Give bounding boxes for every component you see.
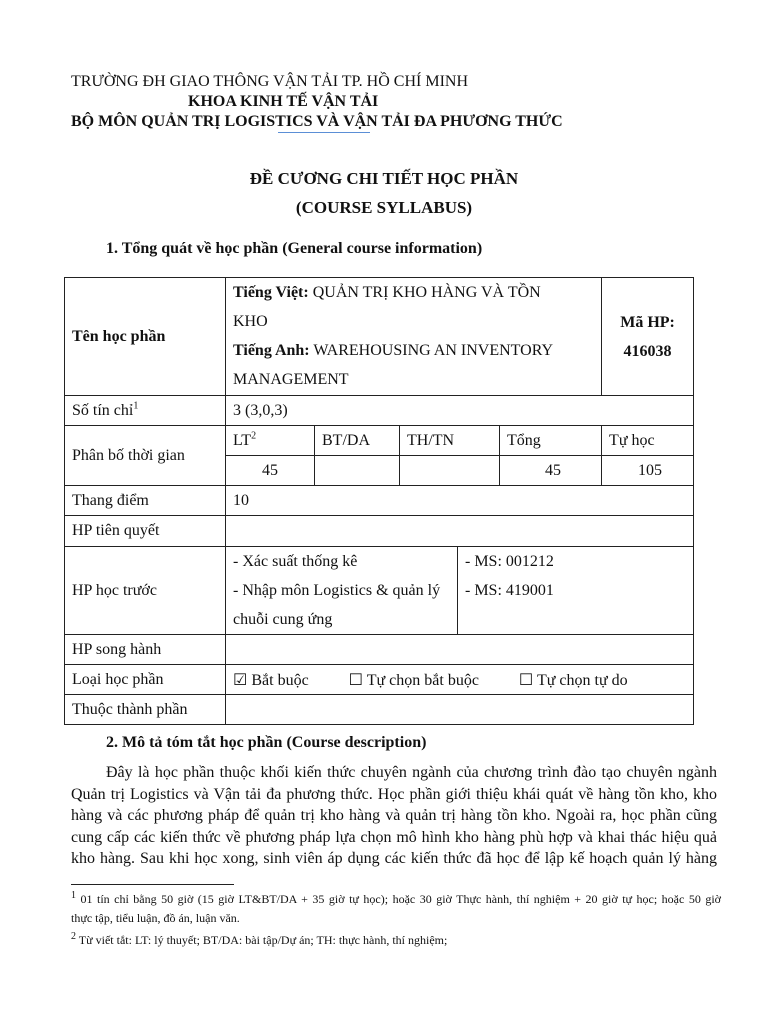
type-elective-required-checkbox: ☐ Tự chọn bắt buộc — [348, 671, 479, 689]
credits-value: 3 (3,0,3) — [226, 396, 694, 426]
type-required-checkbox: ☑ Bắt buộc — [233, 671, 309, 689]
prior-course-2a: - Nhập môn Logistics & quản lý — [233, 582, 441, 599]
footnote-separator — [71, 884, 234, 885]
description-line: cung cấp các kiến thức về phương pháp lựa chọn mô hình kho hàng phù hợp và khai thác hiệu quả — [71, 828, 717, 846]
header-bt-da: BT/DA — [315, 426, 400, 456]
section-2-heading: 2. Mô tả tóm tắt học phần (Course description) — [106, 734, 427, 751]
value-th-tn — [400, 456, 500, 486]
vi-label: Tiếng Việt: — [233, 284, 309, 301]
time-allocation-label: Phân bố thời gian — [65, 426, 226, 486]
prior-course-1: - Xác suất thống kê — [233, 553, 358, 570]
course-code-cell — [602, 278, 694, 396]
course-type-label: Loại học phần — [65, 665, 226, 695]
department-name: BỘ MÔN QUẢN TRỊ LOGISTICS VÀ VẬN TẢI ĐA PHƯƠNG THỨC — [71, 113, 563, 130]
course-code-label: Mã HP: — [620, 313, 675, 331]
footnote-2-text: Từ viết tắt: LT: lý thuyết; BT/DA: bài tập/Dự án; TH: thực hành, thí nghiệm; — [78, 933, 448, 947]
course-info-table — [64, 277, 694, 725]
component-value — [226, 695, 694, 725]
description-line: hàng và các phương pháp để quản trị kho hàng và quản trị hàng tồn kho. Ngoài ra, học phần cũng — [71, 807, 717, 824]
footnote-1 — [71, 890, 721, 928]
vi-course-name-1: QUẢN TRỊ KHO HÀNG VÀ TỒN — [312, 284, 541, 301]
prior-course-2b: chuỗi cung ứng — [233, 611, 333, 628]
header-th-tn: TH/TN — [400, 426, 500, 456]
footnote-1-text-2: thực tập, tiểu luận, đồ án, luận văn. — [71, 911, 240, 925]
en-course-name-1: WAREHOUSING AN INVENTORY — [313, 342, 554, 359]
value-bt-da — [315, 456, 400, 486]
header-tong: Tổng — [500, 426, 602, 456]
document-subtitle: (COURSE SYLLABUS) — [295, 198, 473, 217]
component-label: Thuộc thành phần — [65, 695, 226, 725]
description-line: kho hàng. Sau khi học xong, sinh viên áp dụng các kiến thức đã học để lập kế hoạch quản lý hàng — [71, 850, 717, 867]
header-lt: $LT^2$ — [226, 426, 315, 456]
prior-course-codes — [458, 547, 694, 635]
description-line: Đây là học phần thuộc khối kiến thức chuyên ngành của chương trình đào tạo chuyên ngành — [106, 764, 717, 781]
university-name: TRƯỜNG ĐH GIAO THÔNG VẬN TẢI TP. HỒ CHÍ MINH — [71, 73, 469, 90]
document-title: ĐỀ CƯƠNG CHI TIẾT HỌC PHẦN — [249, 169, 519, 188]
grading-label: Thang điểm — [65, 486, 226, 516]
course-type-options — [226, 665, 694, 695]
course-name-label: Tên học phần — [65, 278, 226, 396]
course-code-value: 416038 — [623, 342, 672, 360]
credits-label: Số tín chỉ$^1$ — [65, 396, 226, 426]
parallel-course-value — [226, 635, 694, 665]
prior-code-1: - MS: 001212 — [465, 553, 554, 570]
parallel-course-label: HP song hành — [65, 635, 226, 665]
value-tong: 45 — [500, 456, 602, 486]
prior-code-2: - MS: 419001 — [465, 582, 554, 599]
header-tu-hoc: Tự học — [602, 426, 694, 456]
prior-course-label: HP học trước — [65, 547, 226, 635]
course-name-cell — [226, 278, 602, 396]
vi-course-name-2: KHO — [233, 313, 268, 330]
footnote-2-mark: 2 — [71, 931, 76, 942]
faculty-name: KHOA KINH TẾ VẬN TẢI — [188, 93, 379, 110]
footnote-2 — [71, 931, 721, 950]
footnote-1-text-1: 01 tín chỉ bằng 50 giờ (15 giờ LT&BT/DA + 35 giờ tự học); hoặc 30 giờ Thực hành, thí nghiệm + 20 giờ tự học; hoặc 50 giờ — [80, 892, 721, 906]
description-line: Quản trị Logistics và Vận tải đa phương thức. Học phần giới thiệu khái quát về hàng tồn kho, kho — [71, 785, 717, 803]
prerequisite-value — [226, 516, 694, 547]
prior-course-names — [226, 547, 458, 635]
value-tu-hoc: 105 — [602, 456, 694, 486]
footnote-1-mark: 1 — [71, 890, 76, 901]
course-description — [71, 762, 717, 870]
spellcheck-underline — [278, 132, 370, 133]
section-1-heading: 1. Tổng quát về học phần (General course information) — [106, 240, 483, 257]
prerequisite-label: HP tiên quyết — [65, 516, 226, 547]
en-course-name-2: MANAGEMENT — [233, 371, 349, 388]
en-label: Tiếng Anh: — [233, 342, 310, 359]
value-lt: 45 — [226, 456, 315, 486]
type-free-elective-checkbox: ☐ Tự chọn tự do — [518, 671, 628, 689]
grading-value: 10 — [226, 486, 694, 516]
